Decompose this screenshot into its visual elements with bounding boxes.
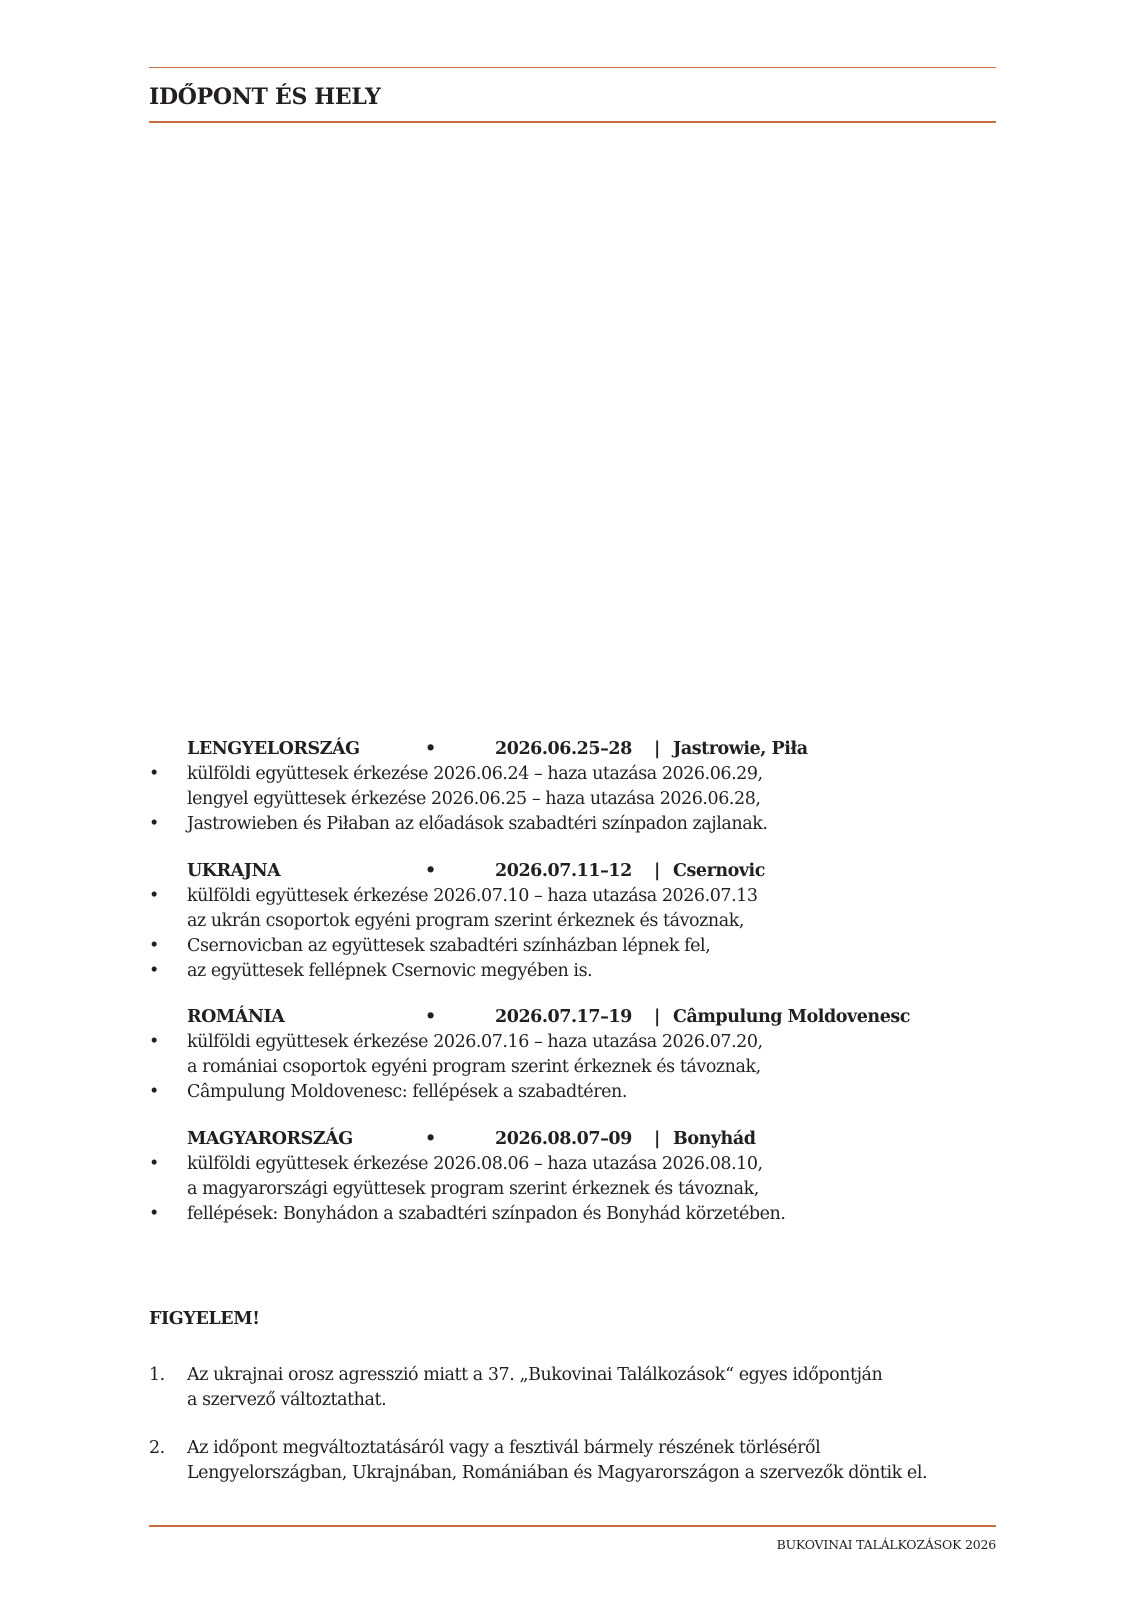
- note-text: Az ukrajnai orosz agresszió miatt a 37. „Bukovinai Találkozások“ egyes időpontján: [187, 1365, 883, 1385]
- bullet: •: [149, 936, 159, 956]
- section-place: Jastrowie, Piła: [673, 739, 808, 759]
- section-bullet: •: [425, 1007, 436, 1027]
- section-place: Câmpulung Moldovenesc: [673, 1007, 910, 1027]
- bullet: •: [149, 886, 159, 906]
- section-date: 2026.06.25–28: [495, 739, 632, 759]
- list-item-text: a romániai csoportok egyéni program szerint érkeznek és távoznak,: [187, 1057, 761, 1077]
- bullet: •: [149, 814, 159, 834]
- section-bullet: •: [425, 861, 436, 881]
- footer-rule: [149, 1525, 996, 1527]
- list-item: [149, 1055, 1009, 1080]
- list-item-text: az ukrán csoportok egyéni program szerint érkeznek és távoznak,: [187, 911, 744, 931]
- top-rule: [149, 67, 996, 68]
- bullet: •: [149, 1204, 159, 1224]
- list-item-text: a magyarországi együttesek program szerint érkeznek és távoznak,: [187, 1179, 759, 1199]
- section-place: Csernovic: [673, 861, 765, 881]
- section-date: 2026.07.11–12: [495, 861, 632, 881]
- section-place: Bonyhád: [673, 1129, 756, 1149]
- list-item-text: külföldi együttesek érkezése 2026.08.06 – haza utazása 2026.08.10,: [187, 1154, 763, 1174]
- note-text: a szervező változtathat.: [187, 1390, 387, 1410]
- note-text: Lengyelországban, Ukrajnában, Romániában és Magyarországon a szervezők döntik el.: [187, 1463, 928, 1483]
- footer-text: BUKOVINAI TALÁLKOZÁSOK 2026: [776, 1537, 996, 1552]
- section-separator: |: [654, 1007, 660, 1027]
- list-item-text: külföldi együttesek érkezése 2026.07.10 – haza utazása 2026.07.13: [187, 886, 758, 906]
- list-item: [149, 1152, 1009, 1177]
- list-item-text: külföldi együttesek érkezése 2026.07.16 – haza utazása 2026.07.20,: [187, 1032, 763, 1052]
- section-country: ROMÁNIA: [187, 1007, 285, 1027]
- list-item-text: Câmpulung Moldovenesc: fellépések a szabadtéren.: [187, 1082, 627, 1102]
- section-bullet: •: [425, 739, 436, 759]
- list-item: [149, 909, 1009, 934]
- note-line: [149, 1436, 1009, 1461]
- page-title: IDŐPONT ÉS HELY: [149, 84, 381, 110]
- list-item: [149, 1030, 1009, 1055]
- list-item: [149, 959, 1009, 984]
- bullet: •: [149, 1032, 159, 1052]
- section-country: UKRAJNA: [187, 861, 281, 881]
- bullet: •: [149, 764, 159, 784]
- list-item-text: fellépések: Bonyhádon a szabadtéri színpadon és Bonyhád körzetében.: [187, 1204, 786, 1224]
- section-country: LENGYELORSZÁG: [187, 739, 360, 759]
- section-separator: |: [654, 861, 660, 881]
- list-item: [149, 1177, 1009, 1202]
- list-item: [149, 812, 1009, 837]
- section-separator: |: [654, 739, 660, 759]
- list-item: [149, 934, 1009, 959]
- section-header: [149, 1005, 1009, 1030]
- section-country: MAGYARORSZÁG: [187, 1129, 353, 1149]
- section-magyarorszag: [149, 1127, 1009, 1227]
- note-line: [149, 1388, 1009, 1413]
- bullet: •: [149, 1154, 159, 1174]
- list-item: [149, 1080, 1009, 1105]
- list-item: [149, 884, 1009, 909]
- attention-heading: FIGYELEM!: [149, 1309, 260, 1329]
- section-header: [149, 859, 1009, 884]
- list-item: [149, 762, 1009, 787]
- note-number: 1.: [149, 1365, 165, 1385]
- section-romania: [149, 1005, 1009, 1105]
- title-rule: [149, 121, 996, 123]
- section-ukrajna: [149, 859, 1009, 984]
- bullet: •: [149, 961, 159, 981]
- note-1: [149, 1363, 1009, 1413]
- list-item-text: az együttesek fellépnek Csernovic megyében is.: [187, 961, 593, 981]
- bullet: •: [149, 1082, 159, 1102]
- note-text: Az időpont megváltoztatásáról vagy a fesztivál bármely részének törléséről: [187, 1438, 821, 1458]
- note-number: 2.: [149, 1438, 165, 1458]
- section-bullet: •: [425, 1129, 436, 1149]
- section-separator: |: [654, 1129, 660, 1149]
- list-item-text: külföldi együttesek érkezése 2026.06.24 – haza utazása 2026.06.29,: [187, 764, 763, 784]
- list-item: [149, 1202, 1009, 1227]
- section-header: [149, 737, 1009, 762]
- note-2: [149, 1436, 1009, 1486]
- note-line: [149, 1363, 1009, 1388]
- list-item-text: Csernovicban az együttesek szabadtéri színházban lépnek fel,: [187, 936, 711, 956]
- note-line: [149, 1461, 1009, 1486]
- list-item-text: lengyel együttesek érkezése 2026.06.25 – haza utazása 2026.06.28,: [187, 789, 761, 809]
- section-date: 2026.07.17–19: [495, 1007, 632, 1027]
- list-item: [149, 787, 1009, 812]
- section-date: 2026.08.07–09: [495, 1129, 632, 1149]
- list-item-text: Jastrowieben és Piłaban az előadások szabadtéri színpadon zajlanak.: [187, 814, 768, 834]
- section-header: [149, 1127, 1009, 1152]
- section-lengyelorszag: [149, 737, 1009, 837]
